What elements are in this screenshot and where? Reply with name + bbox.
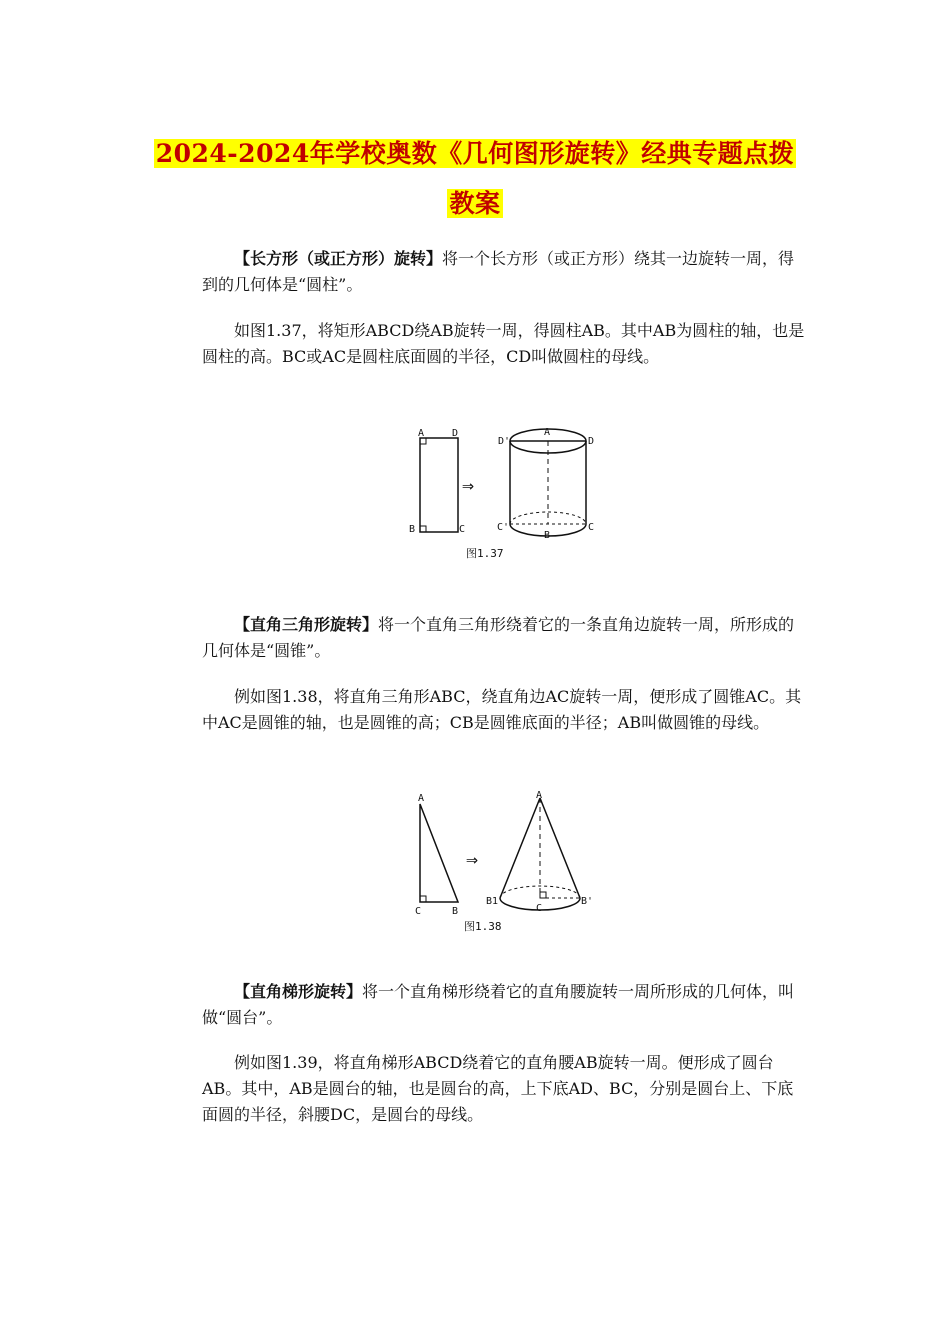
section-3-definition-text: 将一个直角梯形绕着它的直角腰旋转一周所形成的几何体，叫做“圆台”。 [202, 982, 795, 1027]
label-c-cone: C [536, 903, 543, 914]
right-angle-mark-c [420, 896, 426, 902]
label-b-cylinder: B [544, 530, 551, 541]
section-1-example-text: 如图1.37，将矩形ABCD绕AB旋转一周，得圆柱AB。其中AB为圆柱的轴，也是圆柱的高。BC或AC是圆柱底面圆的半径，CD叫做圆柱的母线。 [202, 321, 805, 366]
section-1-definition-text: 将一个长方形（或正方形）绕其一边旋转一周，得到的几何体是“圆柱”。 [202, 249, 795, 294]
figure-1-37 [400, 420, 610, 574]
label-c: C [459, 524, 466, 535]
document-title [0, 134, 950, 170]
label-b: B [409, 524, 416, 535]
title-line-2: 教案 [449, 189, 501, 218]
section-3-heading: 【直角梯形旋转】 [234, 982, 363, 1001]
figure-1-37-drawing [400, 420, 610, 570]
section-2-definition-text: 将一个直角三角形绕着它的一条直角边旋转一周，所形成的几何体是“圆锥”。 [202, 615, 795, 660]
label-b1: B1 [486, 896, 499, 907]
label-d-cylinder: D [588, 436, 595, 447]
cone-right-side [540, 798, 580, 898]
label-b-triangle: B [452, 906, 459, 917]
title-line-1: 2024-2024年学校奥数《几何图形旋转》经典专题点拨 [155, 139, 795, 168]
triangle-abc [420, 804, 458, 902]
section-2-example-text: 例如图1.38，将直角三角形ABC，绕直角边AC旋转一周，便形成了圆锥AC。其中AC是圆锥的轴，也是圆锥的高；CB是圆锥底面的半径；AB叫做圆锥的母线。 [202, 687, 802, 732]
section-1-heading: 【长方形（或正方形）旋转】 [234, 249, 443, 268]
label-a: A [418, 428, 425, 439]
section-2-heading: 【直角三角形旋转】 [234, 615, 379, 634]
section-2-example [202, 684, 808, 736]
figure-1-38-drawing [400, 786, 610, 938]
section-3-example [202, 1050, 808, 1128]
label-d-prime: D' [498, 436, 511, 447]
label-c-prime: C' [497, 522, 510, 533]
document-title-line-2 [0, 184, 950, 220]
rectangle-abcd [420, 438, 458, 532]
section-1-example [202, 318, 808, 370]
figure-1-37-caption: 图1.37 [466, 547, 504, 560]
label-a-cone: A [536, 790, 543, 801]
figure-1-38-caption: 图1.38 [464, 920, 502, 933]
section-3-example-text: 例如图1.39，将直角梯形ABCD绕着它的直角腰AB旋转一周。便形成了圆台AB。其中，AB是圆台的轴，也是圆台的高，上下底AD、BC，分别是圆台上、下底面圆的半径，斜腰DC，是圆台的母线。 [202, 1053, 794, 1124]
transform-arrow: ⇒ [462, 473, 475, 497]
section-3-definition [202, 979, 808, 1031]
label-b-prime: B' [581, 896, 594, 907]
label-d: D [452, 428, 459, 439]
right-angle-mark-cone [540, 892, 546, 898]
section-2-definition [202, 612, 808, 664]
cone-left-side [500, 798, 540, 898]
label-a-cylinder: A [544, 427, 551, 438]
label-c-cylinder: C [588, 522, 595, 533]
transform-arrow-2: ⇒ [466, 847, 479, 871]
right-angle-mark-b [420, 526, 426, 532]
label-c-triangle: C [415, 906, 422, 917]
section-1-definition [202, 246, 808, 298]
label-a-triangle: A [418, 793, 425, 804]
figure-1-38 [400, 786, 610, 942]
